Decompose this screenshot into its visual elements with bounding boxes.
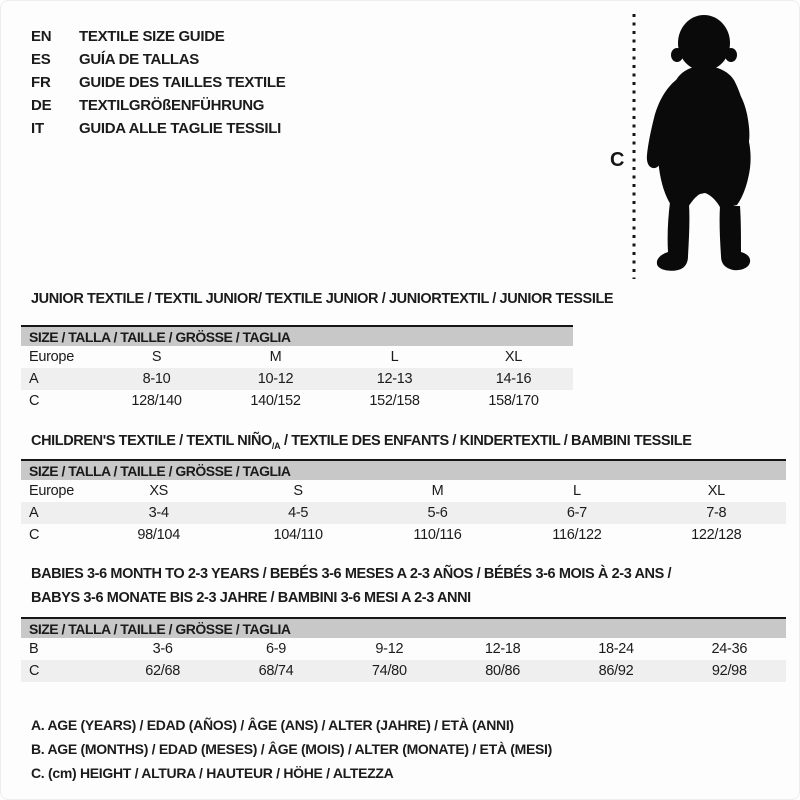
size-cell: 80/86 <box>485 663 521 679</box>
size-cell: XL <box>504 349 523 365</box>
language-code: ES <box>31 51 51 68</box>
table-row <box>21 480 786 502</box>
size-cell: L <box>573 483 581 499</box>
table-row <box>21 368 573 390</box>
guide-title-en: TEXTILE SIZE GUIDE <box>79 28 225 45</box>
footnote-a-age-years: A. AGE (YEARS) / EDAD (AÑOS) / ÂGE (ANS) / ALTER (JAHRE) / ETÀ (ANNI) <box>31 717 514 733</box>
height-figure <box>601 6 791 291</box>
size-header-bar: SIZE / TALLA / TAILLE / GRÖSSE / TAGLIA <box>21 617 786 638</box>
children-title-post: / TEXTILE DES ENFANTS / KINDERTEXTIL / BAMBINI TESSILE <box>280 433 692 449</box>
guide-title-fr: GUIDE DES TAILLES TEXTILE <box>79 74 286 91</box>
language-row-fr <box>31 71 285 94</box>
size-cell: 110/116 <box>413 527 462 543</box>
table-row <box>21 346 573 368</box>
row-label: C <box>29 393 40 409</box>
row-label: A <box>29 371 39 387</box>
language-code: DE <box>31 97 52 114</box>
junior-size-table <box>21 325 573 412</box>
size-cell: 12-18 <box>484 641 521 657</box>
size-header-bar: SIZE / TALLA / TAILLE / GRÖSSE / TAGLIA <box>21 325 573 346</box>
size-cell: S <box>151 349 162 365</box>
size-cell: S <box>293 483 303 499</box>
size-header-bar: SIZE / TALLA / TAILLE / GRÖSSE / TAGLIA <box>21 459 786 480</box>
size-cell: 104/110 <box>273 527 323 543</box>
language-row-es <box>31 48 285 71</box>
footnote-legend <box>31 713 552 785</box>
children-title-pre: CHILDREN'S TEXTILE / TEXTIL NIÑO <box>31 433 272 449</box>
size-cell: 92/98 <box>711 663 747 679</box>
table-row <box>21 660 786 682</box>
size-cell: 3-4 <box>148 505 169 521</box>
language-row-it <box>31 117 285 140</box>
row-label: A <box>29 505 39 521</box>
table-row <box>21 390 573 412</box>
size-cell: 3-6 <box>152 641 173 657</box>
table-row <box>21 524 786 546</box>
size-cell: 8-10 <box>142 371 171 387</box>
children-table-title <box>31 433 692 455</box>
babies-size-table <box>21 617 786 682</box>
language-code: IT <box>31 120 44 137</box>
size-cell: 12-13 <box>376 371 413 387</box>
size-cell: 7-8 <box>706 505 727 521</box>
guide-title-de: TEXTILGRÖßENFÜHRUNG <box>79 97 265 114</box>
size-cell: 62/68 <box>145 663 181 679</box>
language-code: FR <box>31 74 51 91</box>
table-row <box>21 502 786 524</box>
height-label-c: C <box>610 149 625 171</box>
size-cell: 5-6 <box>427 505 448 521</box>
row-label: C <box>29 527 40 543</box>
junior-table-title: JUNIOR TEXTILE / TEXTIL JUNIOR/ TEXTILE JUNIOR / JUNIORTEXTIL / JUNIOR TESSILE <box>31 291 614 307</box>
size-cell: 116/122 <box>552 527 602 543</box>
size-cell: 86/92 <box>598 663 634 679</box>
size-cell: 122/128 <box>691 527 742 543</box>
babies-title-line2: BABYS 3-6 MONATE BIS 2-3 JAHRE / BAMBINI 3-6 MESI A 2-3 ANNI <box>31 590 471 606</box>
size-cell: 18-24 <box>598 641 634 657</box>
babies-table-title <box>31 562 671 610</box>
size-cell: 128/140 <box>131 393 182 409</box>
table-row <box>21 638 786 660</box>
guide-title-it: GUIDA ALLE TAGLIE TESSILI <box>79 120 281 137</box>
footnote-b-age-months: B. AGE (MONTHS) / EDAD (MESES) / ÂGE (MOIS) / ALTER (MONATE) / ETÀ (MESI) <box>31 741 552 757</box>
language-row-de <box>31 94 285 117</box>
size-cell: L <box>390 349 399 365</box>
size-cell: 152/158 <box>369 393 420 409</box>
size-cell: 6-9 <box>265 641 287 657</box>
language-list <box>31 25 285 140</box>
language-row-en <box>31 25 285 48</box>
size-cell: 24-36 <box>711 641 748 657</box>
size-cell: 68/74 <box>258 663 294 679</box>
size-cell: 98/104 <box>137 527 180 543</box>
toddler-silhouette-icon <box>647 15 751 271</box>
size-cell: XL <box>707 483 725 499</box>
babies-title-line1: BABIES 3-6 MONTH TO 2-3 YEARS / BEBÉS 3-6 MESES A 2-3 AÑOS / BÉBÉS 3-6 MOIS À 2-3 ANS / <box>31 566 672 582</box>
language-code: EN <box>31 28 52 45</box>
size-cell: 74/80 <box>371 663 407 679</box>
size-cell: 6-7 <box>566 505 587 521</box>
size-cell: 14-16 <box>495 371 532 387</box>
size-cell: XS <box>149 483 169 499</box>
size-cell: 10-12 <box>257 371 294 387</box>
row-label: C <box>29 663 40 679</box>
row-label: Europe <box>29 349 74 365</box>
size-cell: 4-5 <box>288 505 309 521</box>
size-cell: 158/170 <box>488 393 539 409</box>
guide-title-es: GUÍA DE TALLAS <box>79 51 199 68</box>
size-cell: M <box>431 483 444 499</box>
size-cell: 140/152 <box>250 393 301 409</box>
size-cell: M <box>269 349 282 365</box>
row-label: B <box>29 641 39 657</box>
children-title-sub: /A <box>271 441 281 451</box>
size-cell: 9-12 <box>375 641 404 657</box>
footnote-c-height-cm: C. (cm) HEIGHT / ALTURA / HAUTEUR / HÖHE / ALTEZZA <box>31 765 394 781</box>
row-label: Europe <box>29 483 74 499</box>
children-size-table <box>21 459 786 546</box>
